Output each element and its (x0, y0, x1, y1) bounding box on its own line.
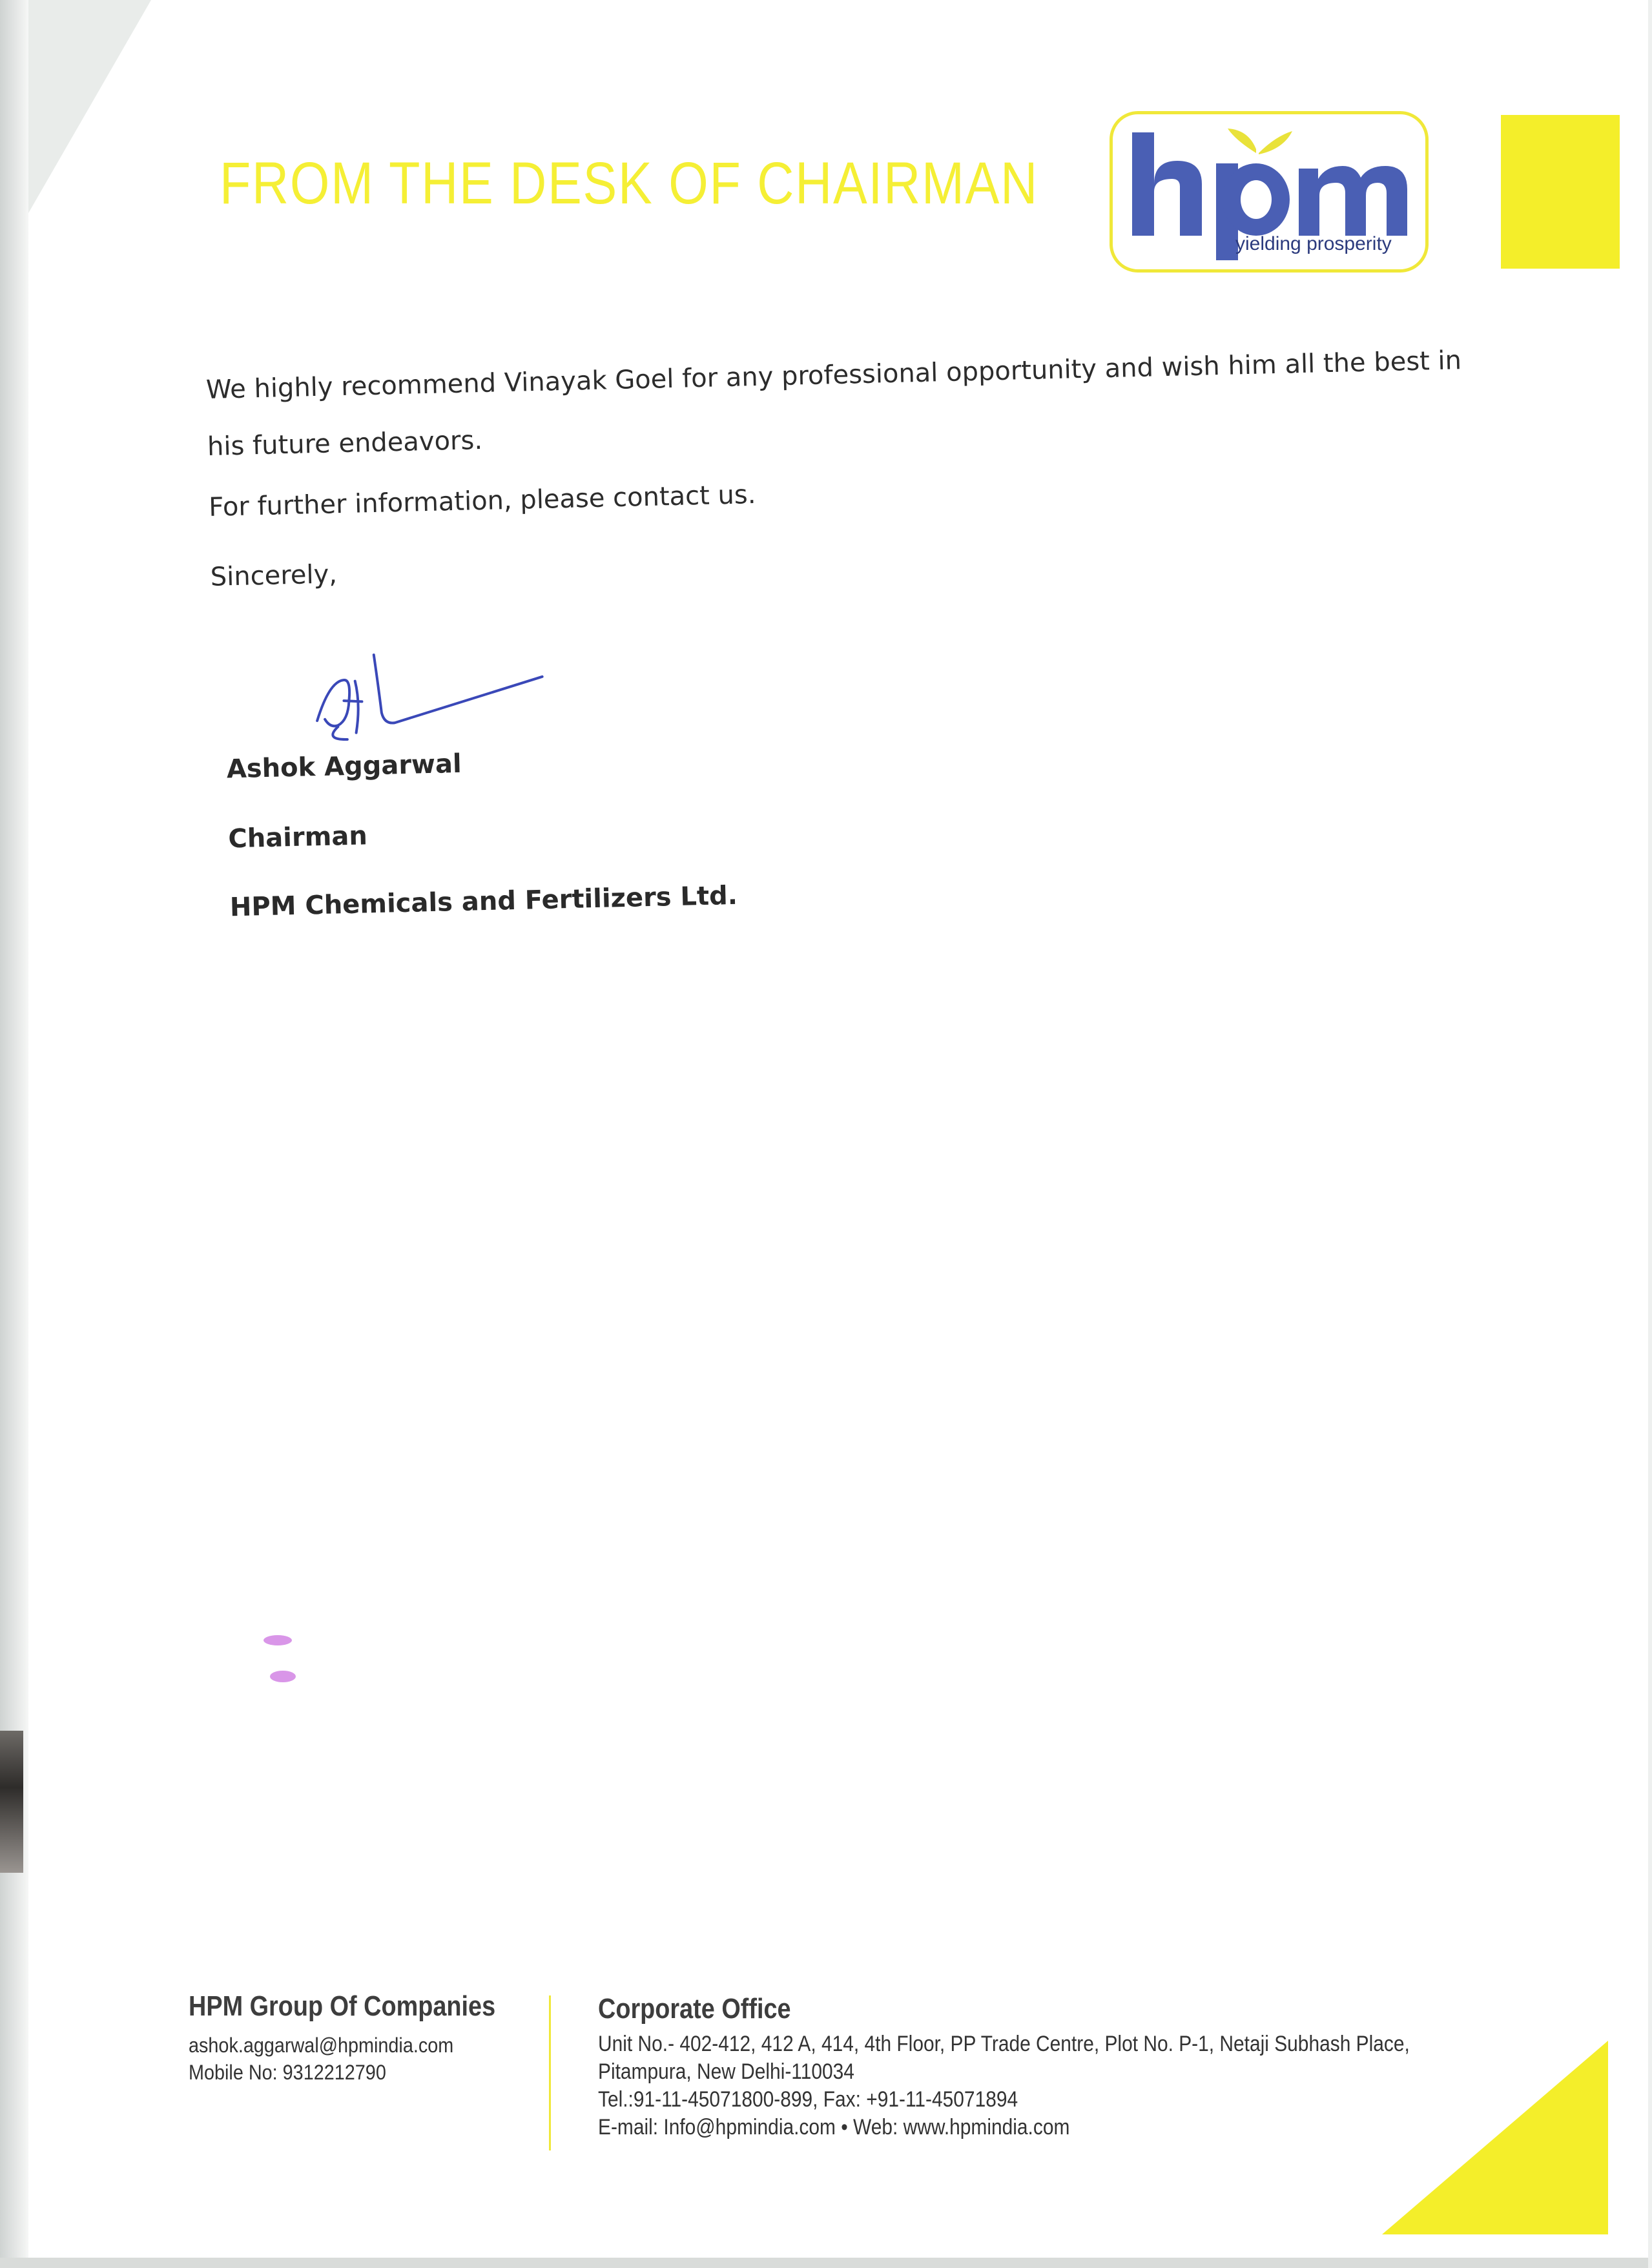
contact-paragraph: For further information, please contact us. (208, 479, 756, 522)
recommendation-paragraph: We highly recommend Vinayak Goel for any professional opportunity and wish him all the best in his future endeavors. (205, 345, 1462, 462)
office-email-web: E-mail: Info@hpmindia.com • Web: www.hpmindia.com (598, 2115, 1070, 2139)
scan-corner-fold (28, 0, 151, 213)
signatory-name: Ashok Aggarwal (226, 748, 462, 785)
signatory-title: Chairman (227, 821, 368, 854)
footer-divider (549, 1995, 551, 2150)
company-logo (1110, 111, 1429, 273)
logo-tagline: yielding prosperity (1235, 233, 1392, 254)
office-phone: Tel.:91-11-45071800-899, Fax: +91-11-45071894 (598, 2087, 1018, 2112)
office-title: Corporate Office (598, 1993, 791, 2025)
closing-line: Sincerely, (210, 559, 338, 592)
scan-bottom-edge (0, 2258, 1652, 2268)
scan-left-edge (0, 0, 28, 2268)
scan-binding-mark (0, 1731, 23, 1873)
page-title: FROM THE DESK OF CHAIRMAN (220, 150, 1038, 216)
ink-smudge-icon (258, 1621, 329, 1692)
scan-right-edge (1648, 0, 1652, 2268)
signatory-company: HPM Chemicals and Fertilizers Ltd. (229, 880, 738, 923)
letter-body (205, 331, 1489, 923)
group-name: HPM Group Of Companies (189, 1990, 496, 2022)
hpm-logo-icon (1113, 114, 1425, 269)
office-address-line-1: Unit No.- 402-412, 412 A, 414, 4th Floor, PP Trade Centre, Plot No. P-1, Netaji Subhash Place, (598, 2032, 1410, 2056)
footer-mobile: Mobile No: 9312212790 (189, 2061, 386, 2084)
office-address-line-2: Pitampura, New Delhi-110034 (598, 2059, 854, 2084)
brand-corner-triangle (1382, 2041, 1608, 2234)
brand-corner-square (1501, 115, 1620, 269)
footer-email: ashok.aggarwal@hpmindia.com (189, 2034, 454, 2057)
footer-group-info (189, 1990, 545, 2086)
